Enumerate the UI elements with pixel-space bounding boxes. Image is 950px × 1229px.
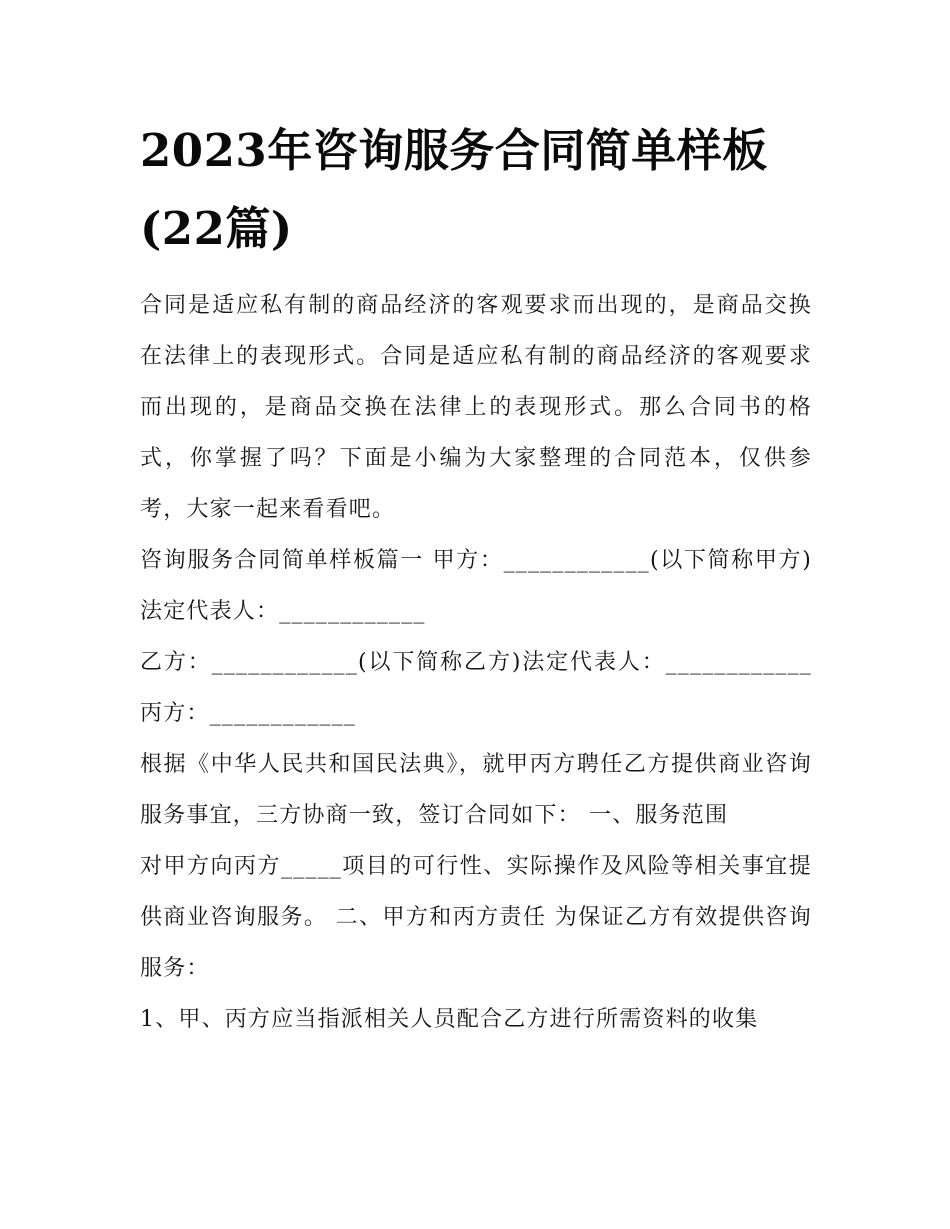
party-b-c-paragraph: 乙方：____________(以下简称乙方)法定代表人：____________ 丙方：____________ xyxy=(140,650,812,726)
service-scope-paragraph: 对甲方向丙方_____项目的可行性、实际操作及风险等相关事宜提供商业咨询服务。 二、甲方和丙方责任 为保证乙方有效提供咨询服务： xyxy=(140,854,812,981)
party-a-paragraph: 咨询服务合同简单样板篇一 甲方：____________(以下简称甲方)法定代表人：____________ xyxy=(140,548,812,624)
clause-1-paragraph: 1、甲、丙方应当指派相关人员配合乙方进行所需资料的收集 xyxy=(140,1007,759,1032)
document-page xyxy=(140,112,812,1045)
basis-paragraph: 根据《中华人民共和国民法典》，就甲丙方聘任乙方提供商业咨询服务事宜，三方协商一致，签订合同如下： 一、服务范围 xyxy=(140,752,812,828)
intro-paragraph: 合同是适应私有制的商品经济的客观要求而出现的，是商品交换在法律上的表现形式。合同是适应私有制的商品经济的客观要求而出现的，是商品交换在法律上的表现形式。那么合同书的格式，你掌握了吗？下面是小编为大家整理的合同范本，仅供参考，大家一起来看看吧。 xyxy=(140,293,812,522)
document-title: 2023年咨询服务合同简单样板(22篇) xyxy=(140,124,768,255)
